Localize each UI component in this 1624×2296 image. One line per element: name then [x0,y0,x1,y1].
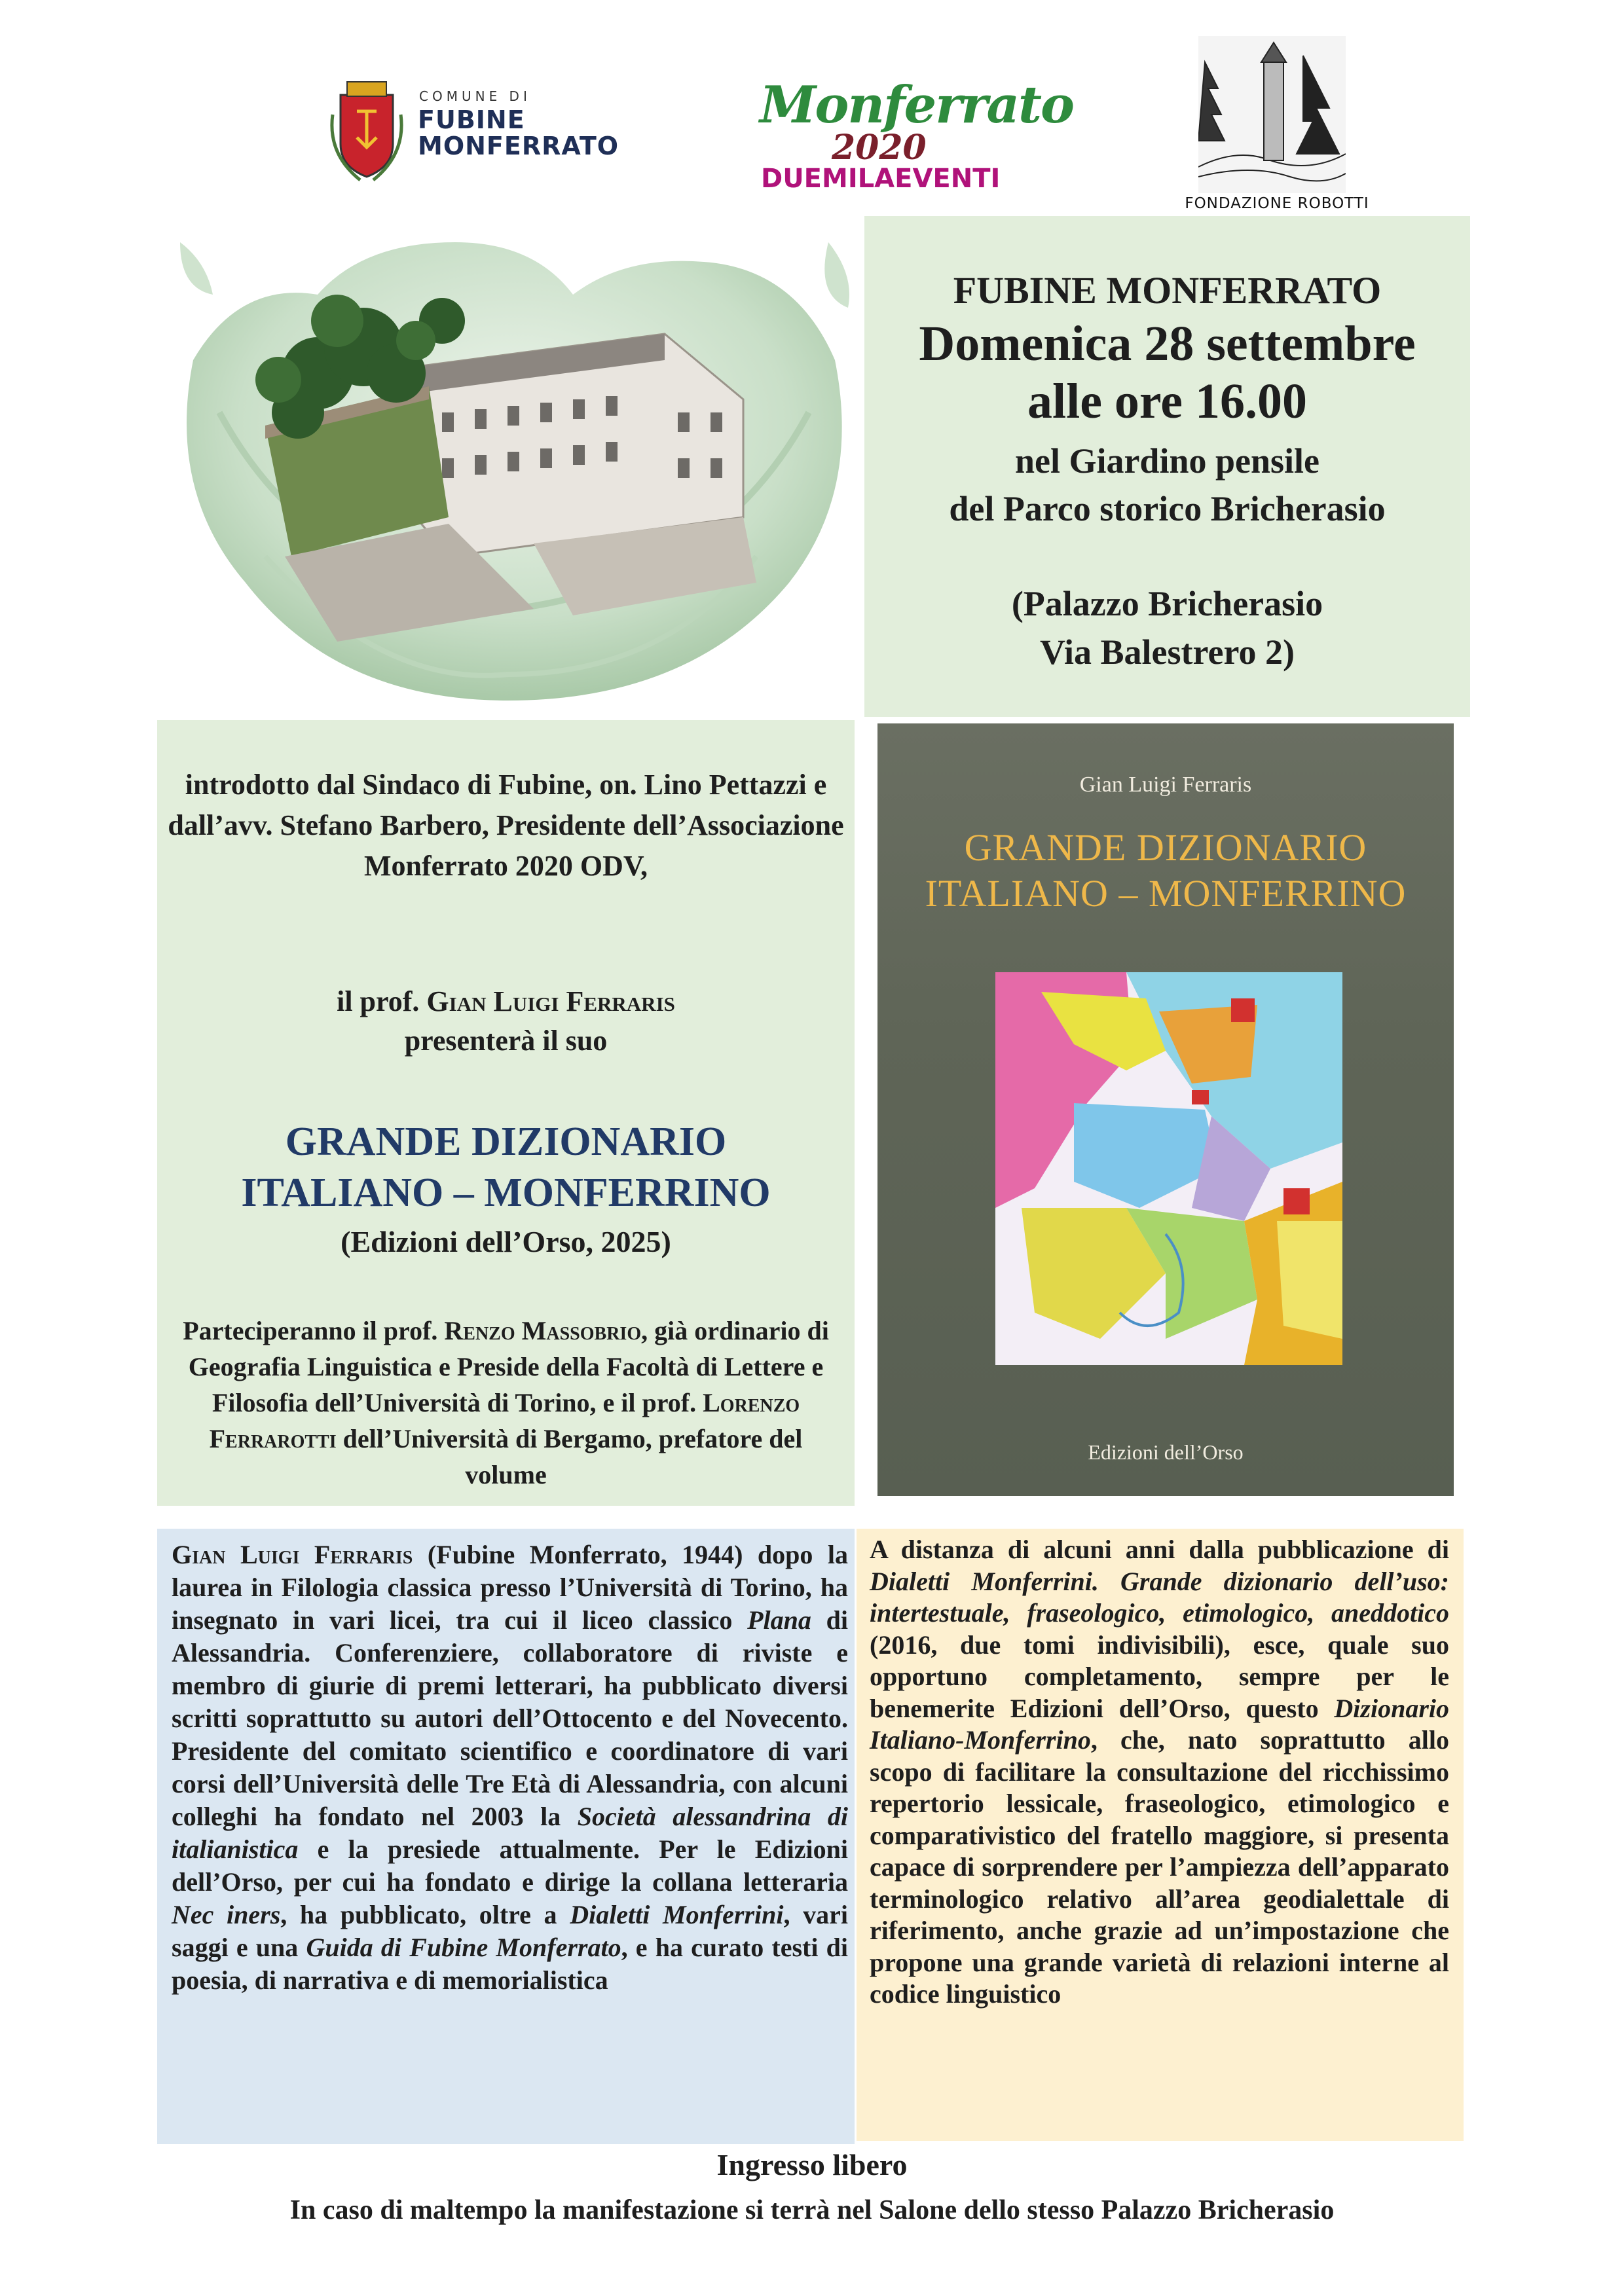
event-place-line1: nel Giardino pensile [1014,441,1320,481]
monferrato-logo-word: Monferrato [760,75,1074,135]
introduction-text: introdotto dal Sindaco di Fubine, on. Lino Pettazzi e dall’avv. Stefano Barbero, Presidente dell’Associazione Monferrato 2020 ODV, [168,769,844,882]
presenter-name: Gian Luigi Ferraris [426,985,675,1017]
bio-author-name: Gian Luigi Ferraris [172,1540,413,1569]
desc-italic-1: Dialetti Monferrini. Grande dizionario dell’uso: intertestuale, fraseologico, etimologico, aneddotico [870,1566,1449,1628]
dialect-map-icon [995,972,1342,1365]
book-title-line1: GRANDE DIZIONARIO [285,1120,727,1164]
monferrato-2020-logo [747,75,1074,194]
desc-text-1: A distanza di alcuni anni dalla pubblicazione di [870,1535,1449,1564]
robotti-logo-text: FONDAZIONE ROBOTTI [1185,195,1369,212]
author-biography [157,1529,855,2144]
participant-1-name: Renzo Massobrio [444,1316,642,1345]
event-place-line2: del Parco storico Bricherasio [949,489,1386,528]
event-time: alle ore 16.00 [1027,374,1308,429]
bio-text-6: , e ha curato testi di poesia, di narrativa e di memorialistica [172,1933,849,1995]
bio-italic-1: Plana [747,1605,811,1635]
robotti-logo [1179,36,1375,219]
bio-italic-4: Dialetti Monferrini [570,1900,784,1929]
cover-title-line1: GRANDE DIZIONARIO [964,826,1367,869]
free-entry: Ingresso libero [716,2148,908,2181]
fubine-crest-icon [327,75,406,183]
event-date: Domenica 28 settembre [919,316,1416,371]
presents-text: presenterà il suo [404,1025,608,1057]
monferrato-logo-subtitle: DUEMILAEVENTI [761,164,1001,194]
cover-publisher: Edizioni dell’Orso [1088,1440,1244,1464]
book-description [857,1529,1464,2141]
tower-engraving-icon [1198,36,1346,193]
presenter-text [164,982,848,1061]
book-cover-image [877,723,1454,1496]
bio-text-2: di Alessandria. Conferenziere, collaboratore di riviste e membro di giurie di premi letterari, ha pubblicato diversi scritti soprattutto su autori dell’Ottocento e del Novecento. Presidente del comitato scientifico e coordinatore di vari corsi dell’Università delle Tre Età di Alessandria, con alcuni colleghi ha fondato nel 2003 la [172,1605,848,1831]
monferrato-logo-year: 2020 [832,128,927,168]
participants-prefix: Parteciperanno il prof. [183,1316,438,1345]
fubine-logo [321,69,619,193]
book-title-line2: ITALIANO – MONFERRINO [241,1171,771,1215]
presenter-prefix: il prof. [337,985,420,1017]
bio-text-4: , ha pubblicato, oltre a [280,1900,570,1929]
bio-italic-5: Guida di Fubine Monferrato [306,1933,621,1962]
desc-italic-2: Dizionario Italiano-Monferrino [870,1693,1449,1755]
cover-author: Gian Luigi Ferraris [1079,773,1252,797]
bad-weather-notice: In caso di maltempo la manifestazione si terrà nel Salone dello stesso Palazzo Bricherasio [289,2195,1335,2225]
event-info-panel [864,216,1470,717]
participant-1-description: , già ordinario di Geografia Linguistica e Preside della Facoltà di Lettere e Filosofia dell’Università di Torino, e il prof. [188,1316,829,1417]
bio-text-5: , vari saggi e una [172,1900,849,1962]
desc-text-2: (2016, due tomi indivisibili), esce, quale suo opportuno completamento, sempre per le benemerite Edizioni dell’Orso, questo [870,1630,1449,1723]
event-address-line2: Via Balestrero 2) [1040,632,1295,672]
fubine-logo-line2: MONFERRATO [418,132,619,160]
bio-italic-3: Nec iners [172,1900,281,1929]
fubine-logo-line1: FUBINE [418,105,525,134]
event-address-line1: (Palazzo Bricherasio [1011,584,1323,623]
participant-2-description: dell’Università di Bergamo, prefatore del volume [342,1424,803,1489]
fubine-logo-small: COMUNE DI [419,88,531,104]
palazzo-garden-image [167,216,861,714]
cover-title-line2: ITALIANO – MONFERRINO [925,872,1407,915]
presentation-panel [157,720,855,1506]
bio-text-3: e la presiede attualmente. Per le Edizioni dell’Orso, per cui ha fondato e dirige la collana letteraria [172,1834,848,1897]
desc-text-3: , che, nato soprattutto allo scopo di facilitare la consultazione del ricchissimo repertorio lessicale, fraseologico, etimologico e comparativistico del fratello maggiore, si presenta capace di sorprendere per l’ampiezza dell’apparato terminologico relativo all’area geodialettale di riferimento, anche grazie ad un’impostazione che propone una grande varietà di relazioni interne al codice linguistico [870,1725,1449,2009]
participant-2-name: Lorenzo Ferrarotti [209,1388,800,1453]
fubine-logo-name [418,107,619,159]
cover-title [877,825,1454,917]
event-town: FUBINE MONFERRATO [953,269,1382,312]
bio-text-1: (Fubine Monferrato, 1944) dopo la laurea in Filologia classica presso l’Università di Torino, ha insegnato in vari licei, tra cui il liceo classico [172,1540,849,1635]
bio-italic-2: Società alessandrina di italianistica [172,1802,849,1864]
book-publisher: (Edizioni dell’Orso, 2025) [341,1225,671,1258]
book-title [164,1116,848,1218]
participants-text [170,1313,841,1493]
